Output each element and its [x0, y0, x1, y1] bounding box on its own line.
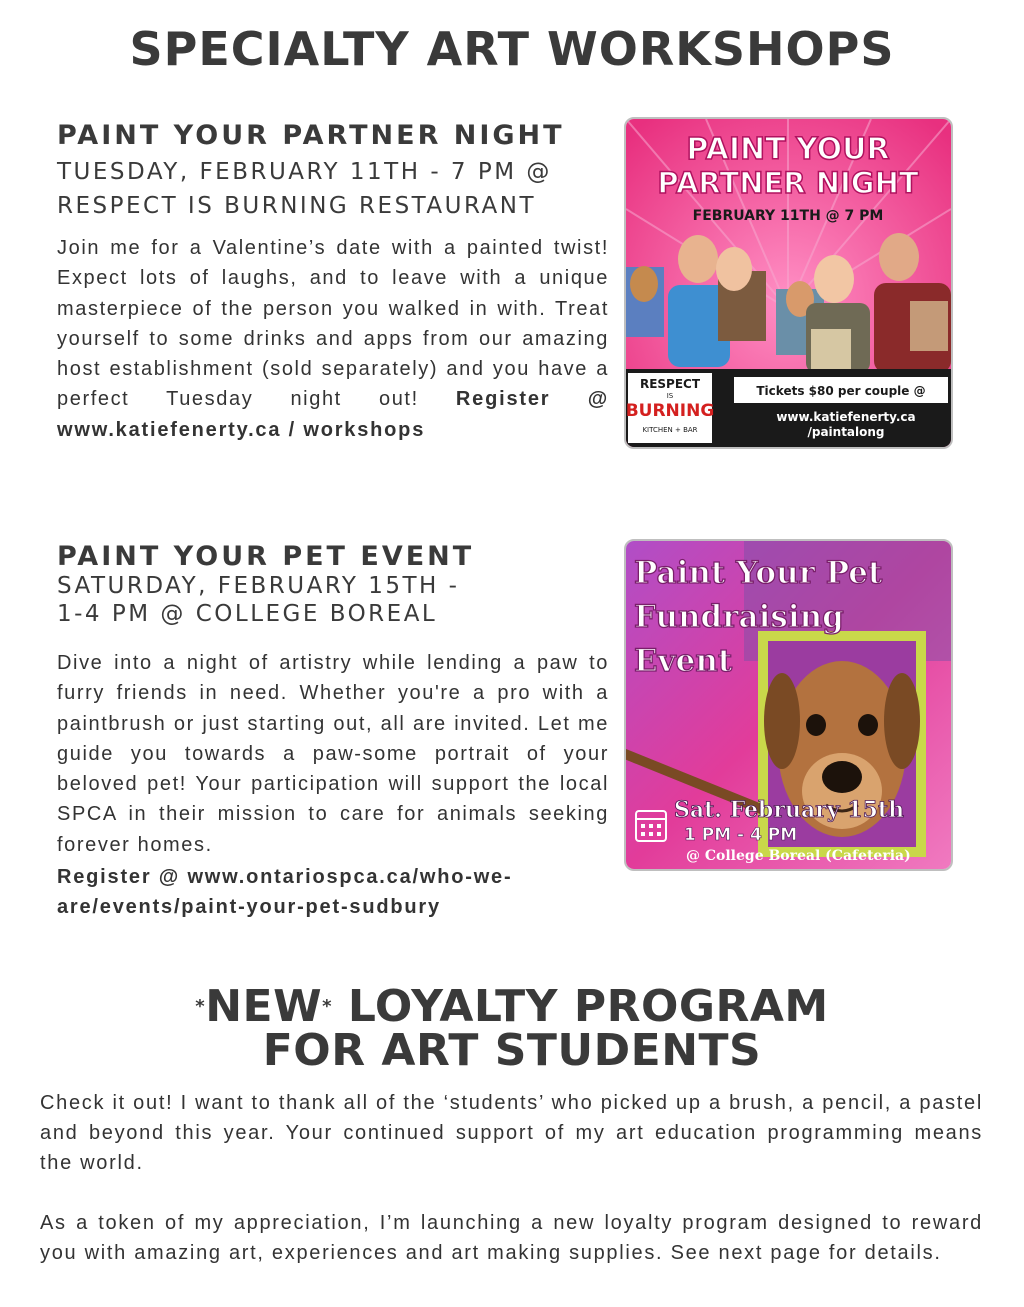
loyalty-title-star-left: *: [195, 996, 206, 1017]
poster2-title-line3: Event: [634, 643, 733, 679]
loyalty-title-line1: LOYALTY PROGRAM: [332, 981, 829, 1032]
poster1-url-line2: /paintalong: [807, 425, 885, 439]
loyalty-paragraph-2: As a token of my appreciation, I’m launching a new loyalty program designed to reward you with amazing art, experiences and art making supplies. See next page for details.: [40, 1212, 983, 1264]
poster2-title-line1: Paint Your Pet: [634, 555, 883, 591]
pet-event-poster-art: [626, 541, 951, 869]
pet-event-poster: [624, 539, 953, 871]
poster1-venue-line1: RESPECT: [639, 377, 701, 391]
event-description: [57, 648, 609, 860]
poster2-date: Sat. February 15th: [674, 797, 905, 823]
poster1-tickets: Tickets $80 per couple @: [756, 384, 926, 398]
poster1-title-line2: PARTNER NIGHT: [657, 166, 919, 200]
loyalty-paragraph-1: Check it out! I want to thank all of the ‘students’ who picked up a brush, a pencil, a pastel and beyond this year. Your continued support of my art education programming means the world.: [40, 1092, 983, 1174]
event-when-line2: 1-4 PM @ COLLEGE BOREAL: [57, 601, 438, 627]
partner-night-poster: [624, 117, 953, 449]
event-description: [57, 233, 609, 445]
loyalty-title: [0, 981, 1024, 1076]
poster2-location: @ College Boreal (Cafeteria): [686, 848, 911, 864]
poster1-venue-line4: KITCHEN + BAR: [642, 426, 698, 434]
poster1-venue-line3: BURNING: [626, 401, 715, 421]
poster1-date: FEBRUARY 11TH @ 7 PM: [692, 208, 884, 224]
event-register-link[interactable]: Register @ www.ontariospca.ca/who-we-are/events/paint-your-pet-sudbury: [57, 866, 513, 919]
event-title: PAINT YOUR PARTNER NIGHT: [57, 120, 565, 151]
event-description-text: Dive into a night of artistry while lending a paw to furry friends in need. Whether you're a pro with a paintbrush or just starting out, all are invited. Let me guide you towards a paw-some portrait of your beloved pet! Your participation will support the local SPCA in their mission to care for animals seeking forever homes.: [57, 652, 609, 856]
partner-night-poster-art: [626, 119, 951, 447]
poster2-title-line2: Fundraising: [634, 599, 844, 635]
poster1-venue-line2: IS: [666, 392, 674, 400]
event-when-line2: RESPECT IS BURNING RESTAURANT: [57, 193, 537, 219]
loyalty-title-new: NEW: [205, 981, 323, 1032]
event-pet-event: [57, 541, 609, 923]
event-title: PAINT YOUR PET EVENT: [57, 541, 475, 572]
event-when-line1: TUESDAY, FEBRUARY 11TH - 7 PM @: [57, 159, 552, 185]
poster1-title-line1: PAINT YOUR: [686, 132, 890, 167]
loyalty-title-line2: FOR ART STUDENTS: [262, 1025, 762, 1076]
page-title: SPECIALTY ART WORKSHOPS: [129, 22, 895, 76]
event-when: [57, 155, 609, 223]
loyalty-title-star-right: *: [322, 996, 333, 1017]
poster2-time: 1 PM - 4 PM: [684, 825, 798, 845]
event-register-link[interactable]: Register @ www.katiefenerty.ca / workshops: [57, 388, 609, 441]
event-description-text: Join me for a Valentine’s date with a painted twist! Expect lots of laughs, and to leave with a unique masterpiece of the person you walked in with. Treat yourself to some drinks and apps from our amazing host establishment (sold separately) and you have a perfect Tuesday night out!: [57, 237, 609, 411]
event-when: [57, 572, 609, 628]
event-partner-night: [57, 120, 609, 445]
event-when-line1: SATURDAY, FEBRUARY 15TH -: [57, 573, 460, 599]
poster1-url-line1: www.katiefenerty.ca: [776, 410, 916, 424]
